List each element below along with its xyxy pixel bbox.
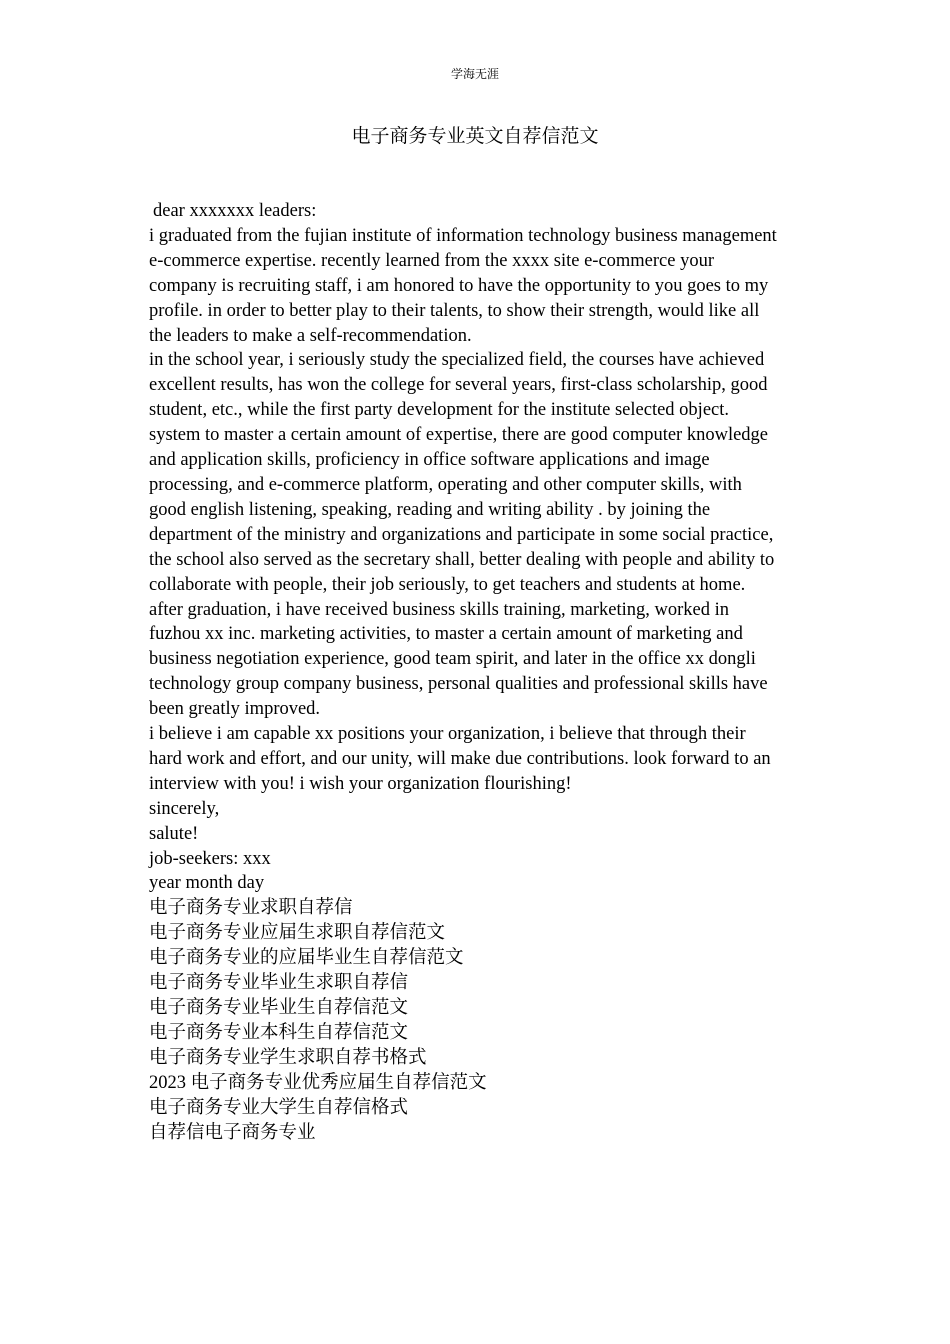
closing-date: year month day xyxy=(149,873,265,894)
text-line: processing, and e-commerce platform, operating and other computer skills, with xyxy=(149,474,742,495)
related-link[interactable]: 电子商务专业学生求职自荐书格式 xyxy=(149,1047,427,1068)
paragraph-1 xyxy=(149,224,809,349)
text-line: after graduation, i have received business skills training, marketing, worked in xyxy=(149,599,730,620)
closing-salute: salute! xyxy=(149,823,199,844)
page-header: 学海无涯 xyxy=(450,67,499,81)
text-line: technology group company business, personal qualities and professional skills have xyxy=(149,674,768,695)
text-line: and application skills, proficiency in office software applications and image xyxy=(149,450,710,471)
text-line: system to master a certain amount of expertise, there are good computer knowledge xyxy=(149,425,769,446)
text-line: good english listening, speaking, reading and writing ability . by joining the xyxy=(149,499,711,520)
text-line: been greatly improved. xyxy=(149,699,321,720)
text-line: collaborate with people, their job seriously, to get teachers and students at home. xyxy=(149,574,746,595)
text-line: student, etc., while the first party development for the institute selected object. xyxy=(149,400,730,421)
text-line: the school also served as the secretary shall, better dealing with people and ability to xyxy=(149,549,775,570)
text-line: in the school year, i seriously study the specialized field, the courses have achieved xyxy=(149,350,765,371)
text-line: business negotiation experience, good team spirit, and later in the office xx dongli xyxy=(149,649,756,670)
related-link[interactable]: 电子商务专业本科生自荐信范文 xyxy=(149,1022,409,1043)
text-line: the leaders to make a self-recommendation. xyxy=(149,325,472,346)
text-line: i believe i am capable xx positions your organization, i believe that through their xyxy=(149,724,746,745)
related-link[interactable]: 电子商务专业毕业生自荐信范文 xyxy=(149,998,409,1018)
related-link[interactable]: 电子商务专业应届生求职自荐信范文 xyxy=(149,923,446,944)
closing-block xyxy=(149,797,809,897)
paragraph-2 xyxy=(149,348,809,722)
text-line: fuzhou xx inc. marketing activities, to master a certain amount of marketing and xyxy=(149,624,743,645)
related-link[interactable]: 电子商务专业毕业生求职自荐信 xyxy=(149,973,409,994)
letter-body xyxy=(149,199,809,1145)
text-line: company is recruiting staff, i am honored to have the opportunity to you goes to my xyxy=(149,275,769,296)
related-link[interactable]: 电子商务专业大学生自荐信格式 xyxy=(149,1097,409,1118)
related-links-list xyxy=(149,896,809,1145)
text-line: department of the ministry and organizations and participate in some social practice, xyxy=(149,524,774,545)
text-line: e-commerce expertise. recently learned from the xxxx site e-commerce your xyxy=(149,250,715,271)
paragraph-3 xyxy=(149,722,809,797)
related-link[interactable]: 自荐信电子商务专业 xyxy=(149,1122,316,1143)
closing-signature: job-seekers: xxx xyxy=(149,848,271,869)
related-link[interactable]: 2023 电子商务专业优秀应届生自荐信范文 xyxy=(149,1072,487,1093)
text-line: hard work and effort, and our unity, will make due contributions. look forward to an xyxy=(149,748,771,769)
closing-sincerely: sincerely, xyxy=(149,798,220,819)
document-title: 电子商务专业英文自荐信范文 xyxy=(351,126,599,147)
text-line: profile. in order to better play to their talents, to show their strength, would like all xyxy=(149,300,760,321)
greeting: dear xxxxxxx leaders: xyxy=(153,201,317,221)
text-line: excellent results, has won the college for several years, first-class scholarship, good xyxy=(149,375,768,396)
related-link[interactable]: 电子商务专业的应届毕业生自荐信范文 xyxy=(149,948,464,969)
text-line: interview with you! i wish your organization flourishing! xyxy=(149,773,572,794)
text-line: i graduated from the fujian institute of information technology business management xyxy=(149,225,777,246)
related-link[interactable]: 电子商务专业求职自荐信 xyxy=(149,898,353,919)
